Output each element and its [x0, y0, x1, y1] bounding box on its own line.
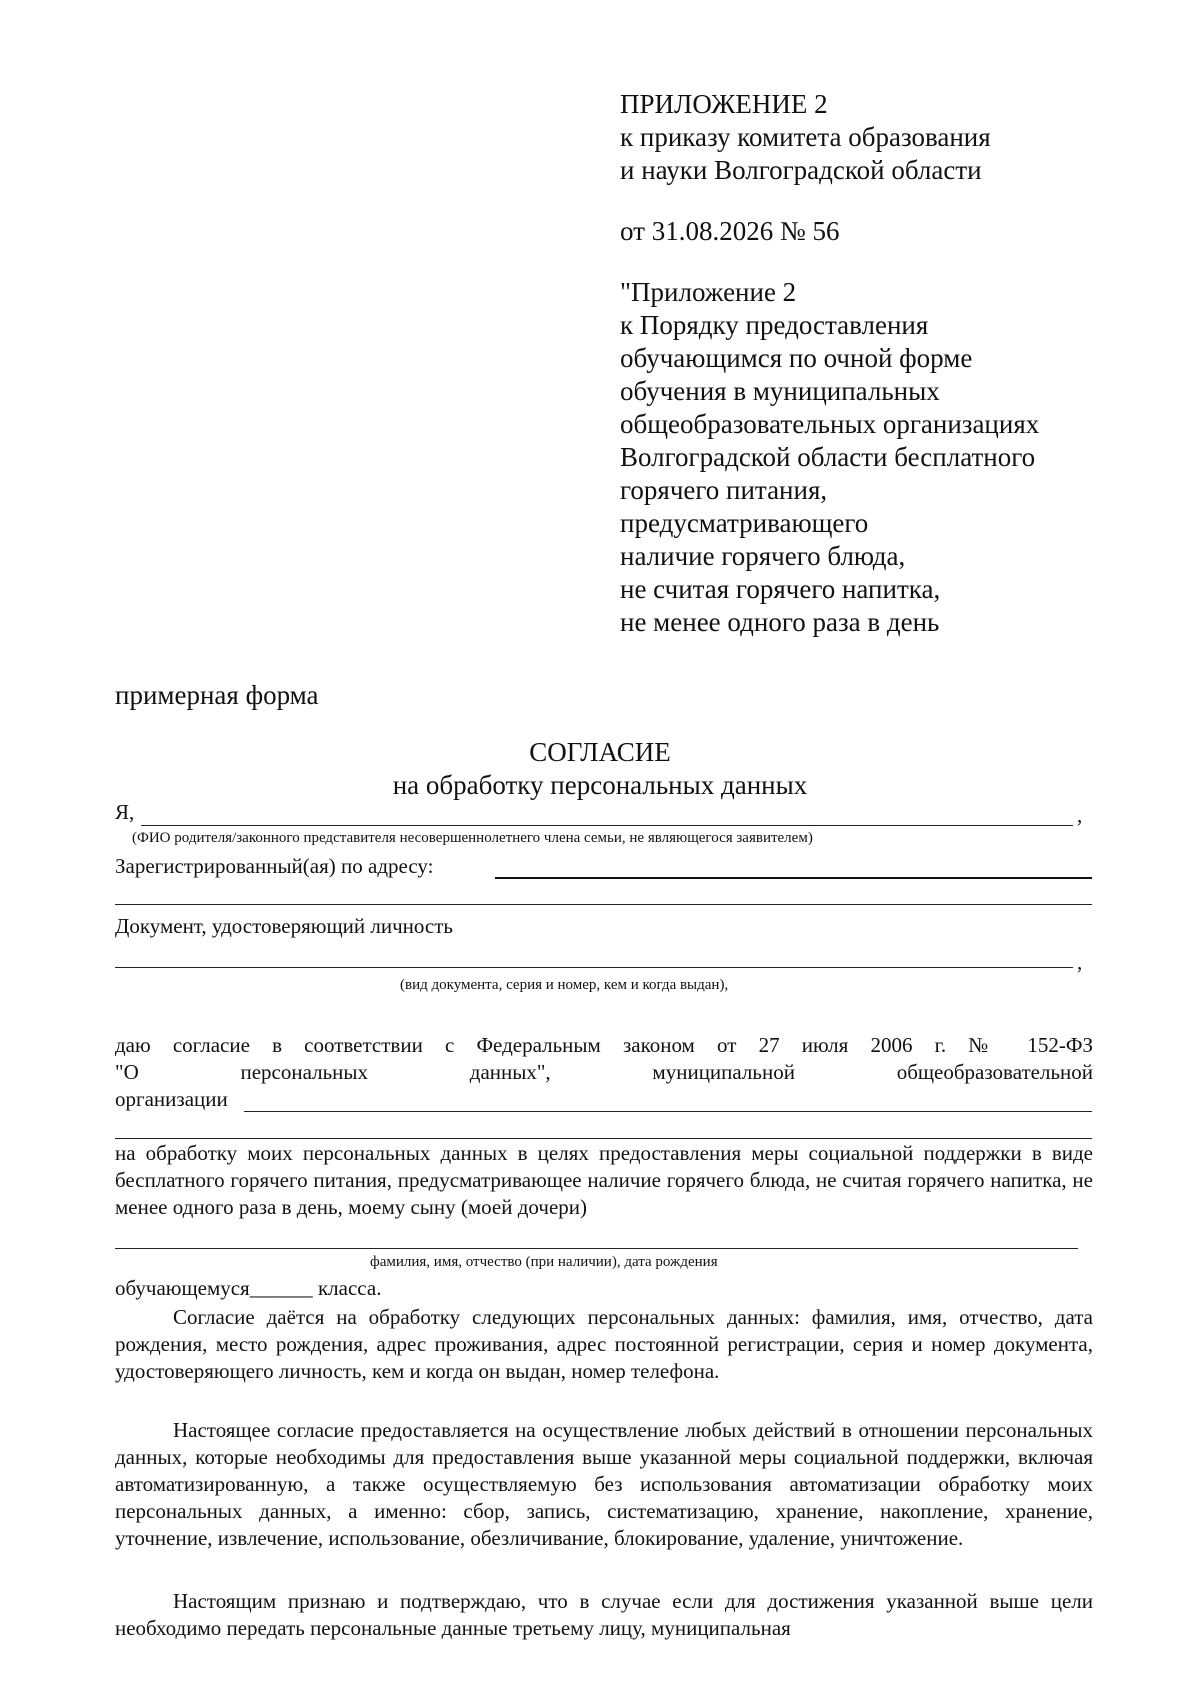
header-line: к Порядку предоставления [620, 310, 929, 340]
header-line: не менее одного раза в день [620, 607, 940, 637]
organization-label: организации [115, 1087, 228, 1111]
student-prefix: обучающемуся [115, 1276, 250, 1300]
header-line: обучения в муниципальных [620, 376, 940, 406]
purpose-paragraph: на обработку моих персональных данных в целях предоставления меры социальной поддержки в виде бесплатного горячего питания, предусматривающее наличие горячего блюда, не считая горячего напитка, не менее одного раза в день, моему сыну (моей дочери) [115, 1141, 1093, 1219]
header-line: ПРИЛОЖЕНИЕ 2 [620, 89, 828, 119]
address-field-line-2[interactable] [115, 884, 1092, 905]
header-line: "Приложение 2 [620, 277, 797, 307]
header-line: не считая горячего напитка, [620, 574, 941, 604]
fio-hint: (ФИО родителя/законного представителя несовершеннолетнего члена семьи, не являющегося заявителем) [132, 830, 813, 846]
header-line: наличие горячего блюда, [620, 541, 906, 571]
form-type-label: примерная форма [115, 680, 319, 710]
paragraph-data-list: Согласие даётся на обработку следующих персональных данных: фамилия, имя, отчество, дата рождения, место рождения, адрес проживания, адрес постоянной регистрации, серия и номер документа, удостоверяющего личность, кем и когда он выдан, номер телефона. [115, 1305, 1093, 1383]
header-line: к приказу комитета образования [620, 122, 991, 152]
consent-line-2: "О персональных данных", муниципальной общеобразовательной [115, 1060, 1093, 1084]
child-hint: фамилия, имя, отчество (при наличии), дата рождения [370, 1254, 718, 1270]
document-title: СОГЛАСИЕ [529, 737, 671, 767]
header-line: общеобразовательных организациях [620, 409, 1040, 439]
document-field[interactable] [115, 947, 1073, 968]
paragraph-third-party: Настоящим признаю и подтверждаю, что в случае если для достижения указанной выше цели необходимо передать персональные данные третьему лицу, муниципальная [115, 1589, 1093, 1640]
header-line: предусматривающего [620, 508, 869, 538]
document-hint: (вид документа, серия и номер, кем и когда выдан), [400, 977, 729, 993]
organization-field-line-2[interactable] [115, 1118, 1092, 1139]
header-line: Волгоградской области бесплатного [620, 442, 1036, 472]
address-field[interactable] [495, 854, 1092, 879]
child-field[interactable] [115, 1228, 1078, 1249]
organization-field[interactable] [244, 1089, 1092, 1112]
fio-field[interactable] [141, 803, 1073, 826]
class-field[interactable]: ______ [249, 1276, 313, 1300]
document-comma: , [1077, 950, 1083, 974]
consent-line-1: даю согласие в соответствии с Федеральным законом от 27 июля 2006 г. № 152-ФЗ [115, 1033, 1093, 1057]
student-suffix: класса. [317, 1276, 382, 1300]
header-line: и науки Волгоградской области [620, 155, 982, 185]
student-class-row [115, 1276, 1093, 1301]
document-subtitle: на обработку персональных данных [392, 770, 808, 800]
header-line: обучающимся по очной форме [620, 343, 973, 373]
fio-comma: , [1077, 803, 1083, 827]
paragraph-actions: Настоящее согласие предоставляется на осуществление любых действий в отношении персональных данных, которые необходимы для предоставления выше указанной меры социальной поддержки, включая автоматизированную, а также осуществляемую без использования автоматизации обработку моих персональных данных, а именно: сбор, запись, систематизацию, хранение, накопление, хранение, уточнение, извлечение, использование, обезличивание, блокирование, удаление, уничтожение. [115, 1418, 1093, 1550]
order-number: от 31.08.2026 № 56 [620, 216, 840, 246]
appendix-header [620, 88, 1080, 639]
i-label: Я, [115, 800, 135, 824]
document-label: Документ, удостоверяющий личность [115, 914, 453, 938]
address-label: Зарегистрированный(ая) по адресу: [115, 854, 434, 878]
header-line: горячего питания, [620, 475, 828, 505]
